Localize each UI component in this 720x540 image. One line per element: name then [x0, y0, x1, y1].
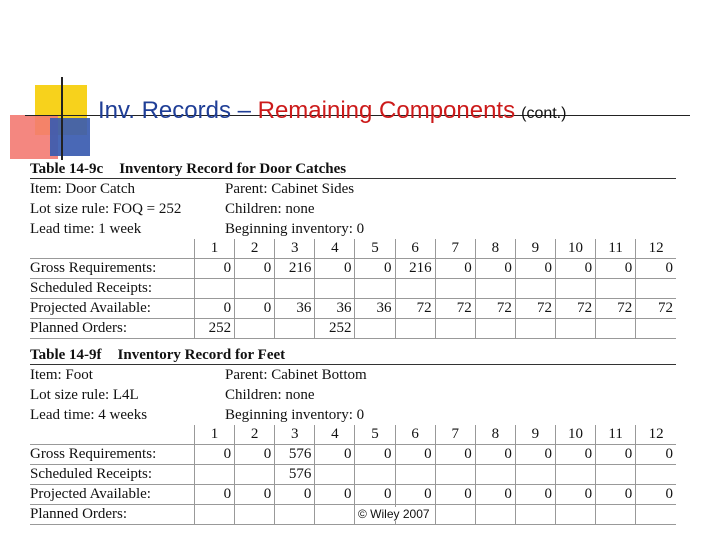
info-row — [30, 219, 676, 239]
table-cell — [475, 319, 515, 339]
table-cell — [275, 279, 315, 299]
table-cell: 0 — [636, 445, 676, 465]
period-header: 9 — [515, 425, 555, 445]
item-label: Item: Door Catch — [30, 181, 135, 197]
table-cell — [475, 465, 515, 485]
row-label: Gross Requirements: — [30, 259, 195, 279]
table-cell: 0 — [596, 259, 636, 279]
info-row — [30, 385, 676, 405]
period-header: 10 — [555, 239, 595, 259]
period-header: 6 — [395, 425, 435, 445]
period-header: 9 — [515, 239, 555, 259]
table-cell: 72 — [636, 299, 676, 319]
table-cell: 216 — [275, 259, 315, 279]
table-cell — [195, 465, 235, 485]
table-row — [30, 259, 676, 279]
period-header: 3 — [275, 239, 315, 259]
table-cell — [636, 279, 676, 299]
period-header: 5 — [355, 425, 395, 445]
table-cell — [435, 279, 475, 299]
parent-label: Parent: Cabinet Bottom — [225, 367, 367, 383]
table-cell: 36 — [355, 299, 395, 319]
table-cell: 252 — [195, 319, 235, 339]
table-cell — [515, 319, 555, 339]
table-cell: 0 — [195, 259, 235, 279]
table-cell: 0 — [435, 485, 475, 505]
period-header: 7 — [435, 425, 475, 445]
table-cell: 0 — [555, 485, 595, 505]
table-cell: 576 — [275, 445, 315, 465]
table-cell: 0 — [596, 485, 636, 505]
children-label: Children: none — [225, 387, 315, 403]
info-row — [30, 365, 676, 385]
table-cell — [475, 505, 515, 525]
period-header: 10 — [555, 425, 595, 445]
table-cell — [596, 505, 636, 525]
table-cell: 36 — [275, 299, 315, 319]
table-cell — [355, 279, 395, 299]
table-cell — [475, 279, 515, 299]
row-label: Planned Orders: — [30, 505, 195, 525]
table-cell — [636, 465, 676, 485]
table-cell — [395, 319, 435, 339]
table-cell: 0 — [515, 485, 555, 505]
decor-blue-square — [50, 118, 90, 156]
table-cell: 0 — [235, 259, 275, 279]
table-cell — [596, 319, 636, 339]
table-cell — [636, 319, 676, 339]
table-cell: 0 — [315, 445, 355, 465]
table-cell: 0 — [235, 445, 275, 465]
period-header: 7 — [435, 239, 475, 259]
table-cell: 576 — [275, 465, 315, 485]
table-cell: 0 — [315, 259, 355, 279]
table-cell: 0 — [275, 485, 315, 505]
table-row — [30, 505, 676, 525]
table-cell — [235, 505, 275, 525]
table-row — [30, 445, 676, 465]
table-cell: 0 — [195, 485, 235, 505]
table-cell — [395, 465, 435, 485]
lead-time-label: Lead time: 4 weeks — [30, 407, 148, 423]
table-cell — [555, 505, 595, 525]
table-cell — [636, 505, 676, 525]
table-cell — [515, 465, 555, 485]
row-label: Gross Requirements: — [30, 445, 195, 465]
period-header: 8 — [475, 239, 515, 259]
table-cell — [435, 505, 475, 525]
table-cell: 0 — [395, 445, 435, 465]
table-cell: 216 — [395, 259, 435, 279]
table-cell — [515, 505, 555, 525]
period-header: 12 — [636, 425, 676, 445]
table-cell: 72 — [435, 299, 475, 319]
table-cell — [235, 279, 275, 299]
period-header: 8 — [475, 425, 515, 445]
lead-time-label: Lead time: 1 week — [30, 221, 142, 237]
table-cell: 0 — [515, 445, 555, 465]
period-header: 4 — [315, 239, 355, 259]
table-cell: 0 — [636, 259, 676, 279]
info-row — [30, 199, 676, 219]
slide-title: Inv. Records – Remaining Components (cont.) — [98, 97, 567, 124]
table-caption: Table 14-9f Inventory Record for Feet — [30, 346, 676, 365]
table-cell — [315, 279, 355, 299]
table-cell: 0 — [555, 445, 595, 465]
item-label: Item: Foot — [30, 367, 93, 383]
period-header-row — [30, 425, 676, 445]
table-cell: 0 — [355, 445, 395, 465]
table-cell: 0 — [636, 485, 676, 505]
table-row — [30, 465, 676, 485]
table-cell: 0 — [515, 259, 555, 279]
header-corner — [30, 425, 195, 445]
period-header: 12 — [636, 239, 676, 259]
table-cell — [555, 319, 595, 339]
table-cell: 0 — [355, 485, 395, 505]
table-cell — [555, 465, 595, 485]
table-cell: 72 — [475, 299, 515, 319]
table-cell: 72 — [555, 299, 595, 319]
row-label: Projected Available: — [30, 485, 195, 505]
table-cell — [355, 465, 395, 485]
table-cell — [275, 319, 315, 339]
table-cell: 0 — [596, 445, 636, 465]
table-cell — [596, 465, 636, 485]
table-cell: 252 — [315, 319, 355, 339]
lot-size-label: Lot size rule: FOQ = 252 — [30, 201, 182, 217]
table-cell — [395, 279, 435, 299]
table-cell: 0 — [235, 299, 275, 319]
period-header: 1 — [195, 425, 235, 445]
period-header: 4 — [315, 425, 355, 445]
table-cell — [596, 279, 636, 299]
table-cell — [315, 465, 355, 485]
table-cell: 0 — [235, 485, 275, 505]
table-cell — [435, 319, 475, 339]
table-cell: 72 — [515, 299, 555, 319]
table-cell: 0 — [355, 259, 395, 279]
period-header: 2 — [235, 239, 275, 259]
period-header: 6 — [395, 239, 435, 259]
beginning-inventory-label: Beginning inventory: 0 — [225, 407, 365, 423]
period-header-row — [30, 239, 676, 259]
mrp-table — [30, 425, 676, 525]
parent-label: Parent: Cabinet Sides — [225, 181, 355, 197]
period-header: 5 — [355, 239, 395, 259]
table-cell — [195, 279, 235, 299]
period-header: 2 — [235, 425, 275, 445]
info-row — [30, 405, 676, 425]
table-cell — [315, 505, 355, 525]
inventory-record-feet — [30, 346, 676, 525]
table-cell: 0 — [435, 445, 475, 465]
table-cell — [355, 319, 395, 339]
table-row — [30, 319, 676, 339]
header-corner — [30, 239, 195, 259]
table-cell — [235, 465, 275, 485]
period-header: 3 — [275, 425, 315, 445]
title-suffix: (cont.) — [521, 105, 567, 122]
table-cell — [555, 279, 595, 299]
period-header: 1 — [195, 239, 235, 259]
table-cell — [515, 279, 555, 299]
table-cell: 0 — [395, 485, 435, 505]
table-cell: 0 — [475, 485, 515, 505]
mrp-table — [30, 239, 676, 339]
table-cell: 0 — [195, 299, 235, 319]
table-cell: 0 — [555, 259, 595, 279]
info-row — [30, 179, 676, 199]
table-cell: 0 — [315, 485, 355, 505]
row-label: Projected Available: — [30, 299, 195, 319]
table-cell — [235, 319, 275, 339]
table-cell: 0 — [475, 259, 515, 279]
table-cell: 0 — [435, 259, 475, 279]
lot-size-label: Lot size rule: L4L — [30, 387, 139, 403]
table-cell — [195, 505, 235, 525]
table-cell: 0 — [475, 445, 515, 465]
table-cell — [275, 505, 315, 525]
table-row — [30, 299, 676, 319]
table-cell: 72 — [596, 299, 636, 319]
copyright-notice: © Wiley 2007 — [358, 507, 430, 521]
table-caption: Table 14-9c Inventory Record for Door Catches — [30, 160, 676, 179]
table-cell: 36 — [315, 299, 355, 319]
table-cell — [435, 465, 475, 485]
table-cell: 72 — [395, 299, 435, 319]
period-header: 11 — [596, 239, 636, 259]
table-row — [30, 485, 676, 505]
row-label: Scheduled Receipts: — [30, 465, 195, 485]
period-header: 11 — [596, 425, 636, 445]
inventory-record-door-catches — [30, 160, 676, 339]
table-row — [30, 279, 676, 299]
beginning-inventory-label: Beginning inventory: 0 — [225, 221, 365, 237]
table-cell: 0 — [195, 445, 235, 465]
decor-vertical-line — [61, 77, 63, 160]
row-label: Planned Orders: — [30, 319, 195, 339]
row-label: Scheduled Receipts: — [30, 279, 195, 299]
children-label: Children: none — [225, 201, 315, 217]
